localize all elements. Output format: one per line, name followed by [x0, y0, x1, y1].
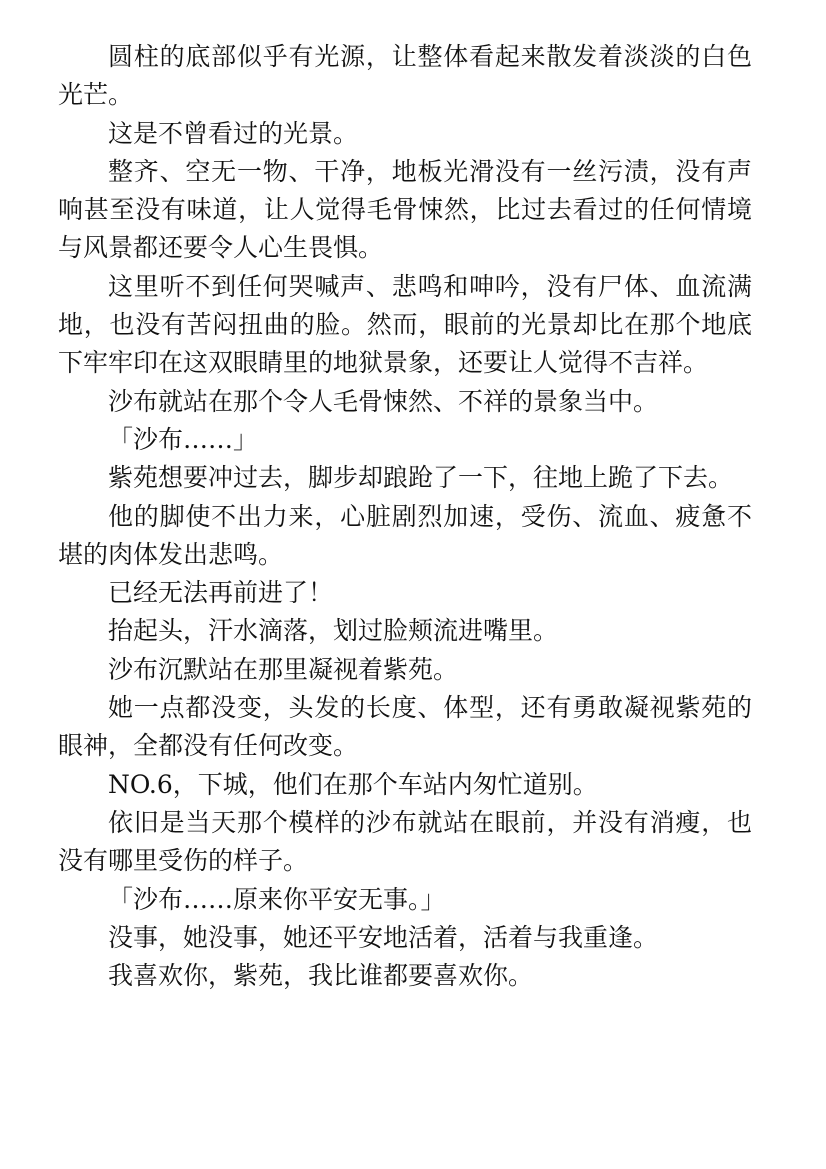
paragraph: 抬起头，汗水滴落，划过脸颊流进嘴里。: [108, 616, 559, 646]
paragraph: 我喜欢你，紫苑，我比谁都要喜欢你。: [108, 961, 534, 991]
paragraph: 这里听不到任何哭喊声、悲鸣和呻吟，没有尸体、血流满地，也没有苦闷扭曲的脸。然而，眼前的光景却比在那个地底下牢牢印在这双眼睛里的地狱景象，还要让人觉得不吉祥。: [58, 271, 752, 378]
paragraph: 他的脚使不出力来，心脏剧烈加速，受伤、流血、疲惫不堪的肉体发出悲鸣。: [58, 501, 752, 569]
document-page: [58, 38, 752, 995]
paragraph: NO.6，下城，他们在那个车站内匆忙道别。: [108, 769, 598, 799]
paragraph: 已经无法再前进了！: [108, 578, 334, 608]
paragraph: 没事，她没事，她还平安地活着，活着与我重逢。: [108, 922, 659, 952]
paragraph: 沙布就站在那个令人毛骨悚然、不祥的景象当中。: [108, 386, 659, 416]
paragraph: 沙布沉默站在那里凝视着紫苑。: [108, 654, 459, 684]
dialogue-line: 「沙布……原来你平安无事。」: [108, 884, 446, 914]
paragraph: 依旧是当天那个模样的沙布就站在眼前，并没有消瘦，也没有哪里受伤的样子。: [58, 807, 752, 876]
paragraph: 圆柱的底部似乎有光源，让整体看起来散发着淡淡的白色光芒。: [58, 42, 752, 110]
paragraph: 她一点都没变，头发的长度、体型，还有勇敢凝视紫苑的眼神，全都没有任何改变。: [58, 693, 752, 761]
paragraph: 紫苑想要冲过去，脚步却踉跄了一下，往地上跪了下去。: [108, 463, 734, 493]
dialogue-line: 「沙布……」: [108, 424, 259, 454]
paragraph: 这是不曾看过的光景。: [108, 118, 359, 148]
paragraph: 整齐、空无一物、干净，地板光滑没有一丝污渍，没有声响甚至没有味道，让人觉得毛骨悚然，比过去看过的任何情境与风景都还要令人心生畏惧。: [58, 156, 752, 263]
